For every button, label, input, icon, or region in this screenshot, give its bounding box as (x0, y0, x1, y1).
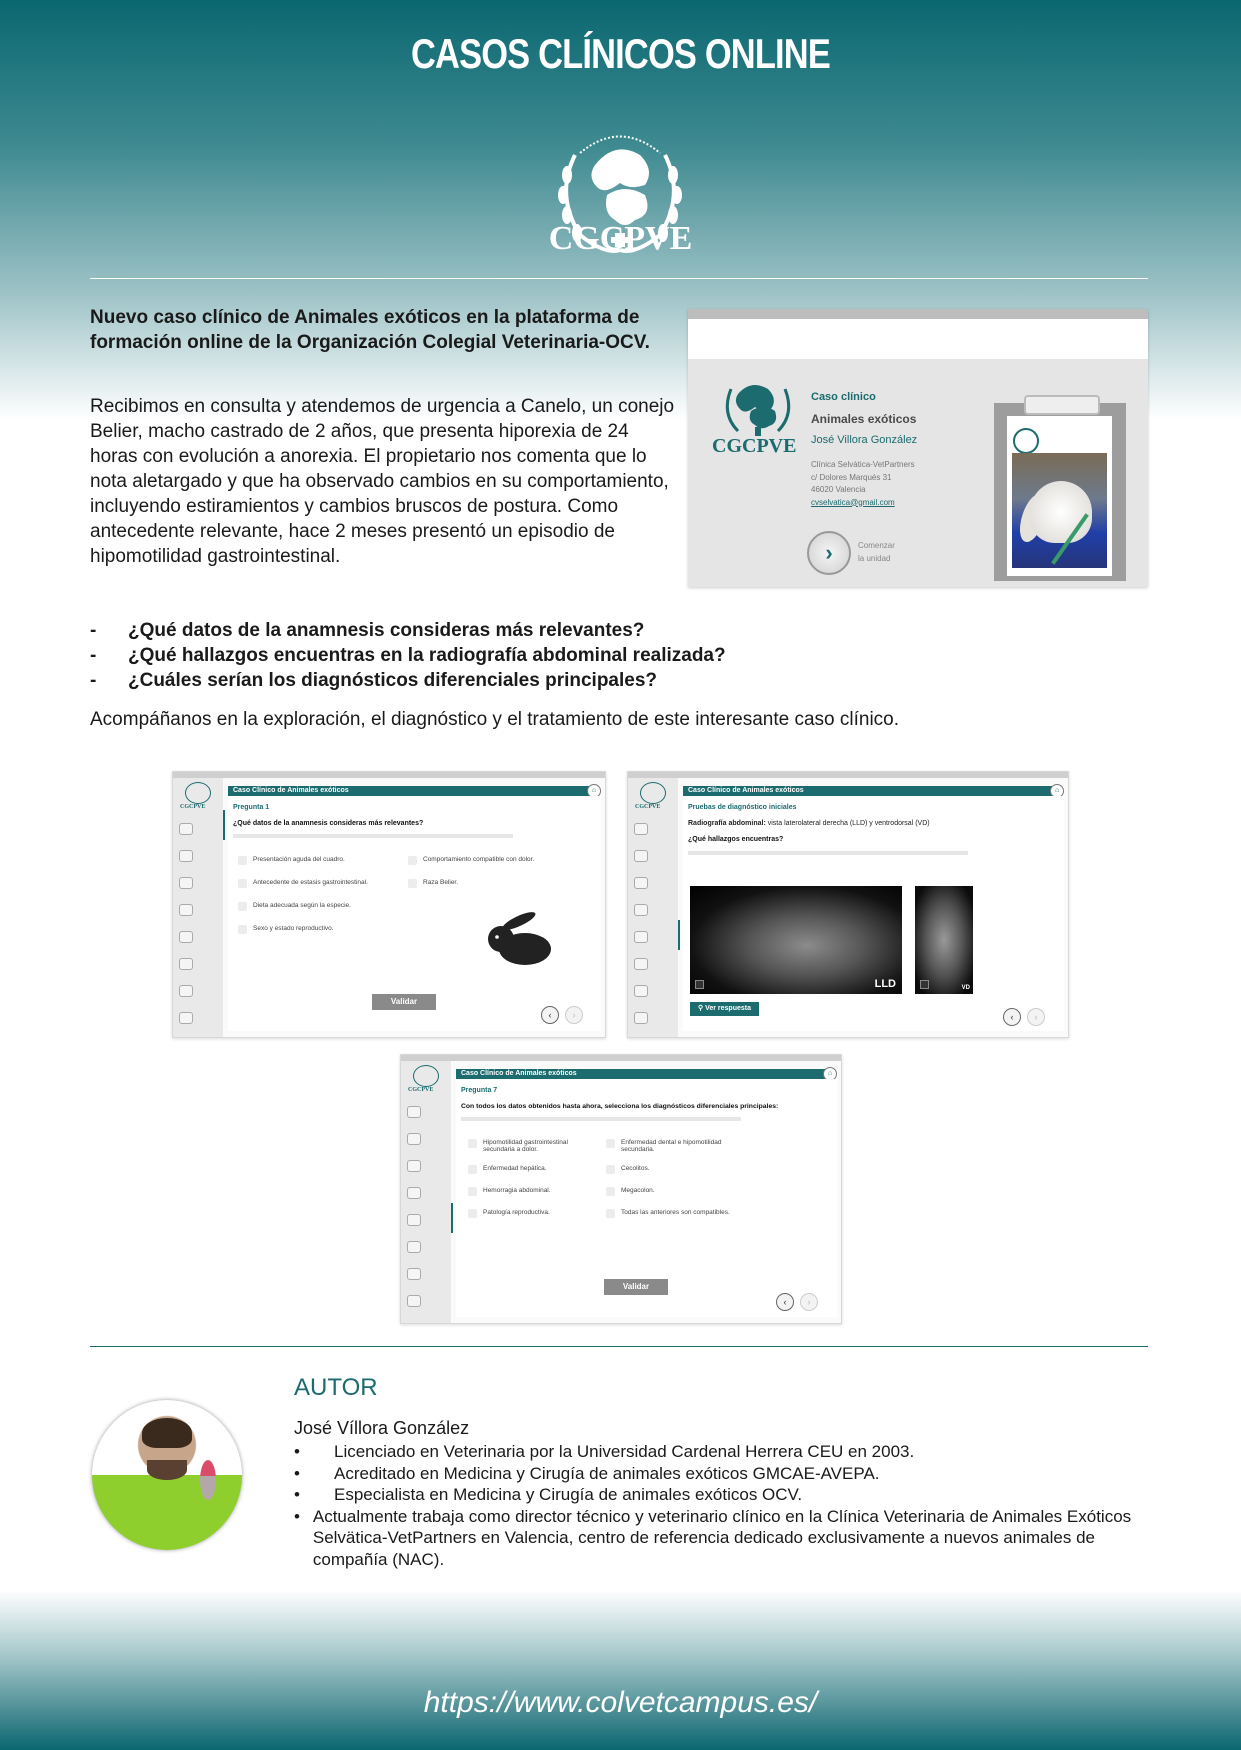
website-link[interactable]: https://www.colvetcampus.es/ (423, 1686, 818, 1719)
home-button[interactable]: ⌂ (823, 1067, 837, 1081)
course-title-bar: Caso Clínico de Animales exóticos (228, 786, 595, 796)
xray-label-vd: VD (961, 985, 970, 991)
zoom-icon[interactable] (695, 980, 704, 989)
hint-text-placeholder (461, 1117, 741, 1121)
content-area (228, 796, 601, 1031)
window-top-bar (173, 772, 605, 778)
card-address (811, 459, 915, 509)
option-label: Enfermedad hepática. (483, 1165, 547, 1172)
hint-text-placeholder (688, 851, 968, 855)
card-top-bar (688, 309, 1148, 319)
small-logo-icon (1013, 428, 1039, 454)
sidebar-logo-text: CGCPVE (408, 1087, 434, 1093)
content-area (683, 796, 1064, 1031)
logo-icon (640, 782, 666, 804)
bio-text: Actualmente trabaja como director técnico y veterinario clínico en la Clínica Veterinaria de Animales Exóticos Selvätica-VetPartners en Valencia, centro de referencia dedicado exclusivamente a nuevos animales de compañía (NAC). (312, 1506, 1132, 1569)
active-indicator (678, 920, 680, 950)
dash: - (90, 645, 97, 666)
option-label: Sexo y estado reproductivo. (253, 925, 334, 932)
course-title-bar: Caso Clínico de Animales exóticos (683, 786, 1058, 796)
sidebar-item-icon[interactable] (179, 1012, 193, 1024)
intro-heading: Nuevo caso clínico de Animales exóticos en la plataforma de formación online de la Organización Colegial Veterinaria-OCV. (90, 307, 650, 353)
rabbit-body (1030, 481, 1092, 543)
option-checkbox[interactable] (468, 1187, 551, 1196)
option-checkbox[interactable] (606, 1209, 730, 1218)
card-author: José Villora González (811, 434, 918, 446)
question-text: ¿Cuáles serían los diagnósticos diferenciales principales? (128, 670, 658, 691)
dash: - (90, 670, 97, 691)
question-text: ¿Qué hallazgos encuentras en la radiografía abdominal realizada? (128, 645, 726, 666)
author-heading: AUTOR (294, 1374, 378, 1401)
sidebar-item-icon[interactable] (179, 958, 193, 970)
photo-detail (142, 1418, 192, 1448)
validate-button[interactable]: Validar (604, 1279, 668, 1295)
option-checkbox[interactable] (408, 856, 534, 865)
question-text: ¿Qué hallazgos encuentras? (688, 836, 784, 843)
window-top-bar (628, 772, 1068, 778)
card-logo-text: CGCPVE (712, 435, 797, 457)
author-photo (92, 1400, 242, 1550)
sidebar-item-icon[interactable] (634, 931, 648, 943)
option-checkbox[interactable] (238, 856, 345, 865)
option-label: Hipomotilidad gastrointestinal secundaria a dolor. (483, 1139, 568, 1153)
content-area (456, 1079, 837, 1317)
author-name: José Víllora González (294, 1418, 470, 1438)
option-label: Hemorragia abdominal. (483, 1187, 551, 1194)
option-label: Enfermedad dental e hipomotilidad secundaria. (621, 1139, 722, 1153)
sidebar-item-icon[interactable] (634, 850, 648, 862)
active-indicator (223, 810, 225, 840)
show-answer-button[interactable] (690, 1002, 759, 1016)
sidebar (628, 778, 678, 1037)
bullet-icon: • (294, 1485, 300, 1504)
option-label: Raza Belier. (423, 879, 459, 886)
active-indicator (451, 1203, 453, 1233)
bio-item (294, 1506, 1134, 1571)
photo-detail (200, 1460, 216, 1500)
card-category: Animales exóticos (811, 412, 917, 426)
course-title-bar: Caso Clínico de Animales exóticos (456, 1069, 831, 1079)
clipboard-clip (1024, 395, 1100, 415)
question-item (90, 618, 990, 643)
home-button[interactable]: ⌂ (1050, 784, 1064, 798)
divider (90, 278, 1148, 279)
window-top-bar (401, 1055, 841, 1061)
sidebar-item-icon[interactable] (634, 877, 648, 889)
option-checkbox[interactable] (238, 879, 368, 888)
radiography-views: vista laterolateral derecha (LLD) y ventrodorsal (VD) (765, 820, 930, 827)
question-number: Pregunta 7 (461, 1087, 498, 1094)
question-item (90, 668, 990, 693)
sidebar-item-icon[interactable] (407, 1241, 421, 1253)
previous-button[interactable]: ‹ (1003, 1008, 1021, 1026)
page-title: CASOS CLÍNICOS ONLINE (410, 30, 831, 77)
sidebar-item-icon[interactable] (179, 823, 193, 835)
option-checkbox[interactable] (468, 1165, 547, 1174)
bullet-icon: • (294, 1463, 300, 1483)
sidebar-item-icon[interactable] (634, 985, 648, 997)
bio-text: Licenciado en Veterinaria por la Universidad Cardenal Herrera CEU en 2003. (334, 1442, 915, 1461)
option-label: Comportamiento compatible con dolor. (423, 856, 535, 863)
option-checkbox[interactable] (238, 902, 351, 911)
address-line: c/ Dolores Marqués 31 (811, 472, 892, 482)
option-checkbox[interactable] (606, 1187, 655, 1196)
start-label-line: la unidad (858, 554, 891, 563)
home-button[interactable]: ⌂ (587, 784, 601, 798)
bio-text: Acreditado en Medicina y Cirugía de animales exóticos GMCAE-AVEPA. (334, 1463, 880, 1483)
question-item (90, 643, 990, 668)
sidebar-item-icon[interactable] (634, 958, 648, 970)
photo-detail (147, 1460, 187, 1480)
bullet-icon: • (294, 1506, 300, 1526)
sidebar-item-icon[interactable] (634, 904, 648, 916)
next-button[interactable]: › (800, 1293, 818, 1311)
intro-body: Recibimos en consulta y atendemos de urgencia a Canelo, un conejo Belier, macho castrado de 2 años, que presenta hiporexia de 24 horas con evolución a anorexia. El propietario nos comenta que lo nota aletargado y que ha observado cambios en su comportamiento, incluyendo estiramientos y cambios bruscos de postura. Como antecedente relevante, hace 2 meses presentó un episodio de hipomotilidad gastrointestinal. (90, 396, 675, 567)
option-label: Megacolon. (621, 1187, 655, 1194)
option-label: Todas las anteriores son compatibles. (621, 1209, 730, 1216)
previous-button[interactable]: ‹ (541, 1006, 559, 1024)
option-checkbox[interactable] (468, 1209, 550, 1218)
radiography-label: Radiografía abdominal: (688, 820, 766, 827)
logo-text: CGCPVE (548, 220, 693, 257)
xray-lateral-image[interactable] (690, 886, 902, 994)
sidebar-item-icon[interactable] (179, 985, 193, 997)
address-line: 46020 Valencia (811, 485, 866, 494)
closing-text: Acompáñanos en la exploración, el diagnóstico y el tratamiento de este interesante caso clínico. (90, 709, 900, 730)
option-checkbox[interactable] (408, 879, 458, 888)
sidebar-item-icon[interactable] (407, 1106, 421, 1118)
sidebar-item-icon[interactable] (179, 850, 193, 862)
zoom-icon[interactable] (920, 980, 929, 989)
screenshot-question-7 (400, 1054, 842, 1324)
previous-button[interactable]: ‹ (776, 1293, 794, 1311)
question-number: Pregunta 1 (233, 804, 270, 811)
section-title: Pruebas de diagnóstico iniciales (688, 804, 797, 811)
chevron-right-icon: › (825, 540, 833, 565)
screenshot-radiography (627, 771, 1069, 1038)
option-label: Presentación aguda del cuadro. (253, 856, 345, 863)
option-label: Cecolitos. (621, 1165, 650, 1172)
sidebar-item-icon[interactable] (634, 1012, 648, 1024)
sidebar-item-icon[interactable] (179, 877, 193, 889)
screenshot-question-1 (172, 771, 606, 1038)
question-text: ¿Qué datos de la anamnesis consideras más relevantes? (233, 820, 424, 827)
sidebar-item-icon[interactable] (634, 823, 648, 835)
radiography-description (688, 820, 930, 827)
rabbit-silhouette-icon (483, 911, 553, 966)
sidebar-item-icon[interactable] (407, 1214, 421, 1226)
search-icon: ⚲ (698, 1005, 706, 1012)
question-text: Con todos los datos obtenidos hasta ahora, selecciona los diagnósticos diferenciales principales: (461, 1103, 779, 1110)
sidebar-item-icon[interactable] (407, 1160, 421, 1172)
sidebar-item-icon[interactable] (407, 1295, 421, 1307)
show-answer-label: Ver respuesta (705, 1005, 751, 1012)
validate-button[interactable]: Validar (372, 994, 436, 1010)
next-button[interactable]: › (1027, 1008, 1045, 1026)
sidebar (173, 778, 223, 1037)
xray-label-lld: LLD (874, 978, 896, 990)
start-unit-button[interactable] (807, 531, 851, 575)
logo-icon (185, 782, 211, 804)
start-label-line: Comenzar (858, 541, 895, 550)
bio-item (294, 1463, 1134, 1485)
hint-text-placeholder (233, 834, 513, 838)
cgcpve-logo-icon (713, 369, 803, 439)
sidebar (401, 1061, 451, 1323)
sidebar-logo-text: CGCPVE (180, 804, 206, 810)
course-cover-card (688, 309, 1148, 587)
bio-item (294, 1441, 1134, 1463)
next-button[interactable]: › (565, 1006, 583, 1024)
sidebar-item-icon[interactable] (407, 1268, 421, 1280)
dash: - (90, 620, 97, 641)
xray-ventrodorsal-image[interactable] (915, 886, 973, 994)
author-bio-list (294, 1441, 1134, 1570)
option-checkbox[interactable] (238, 925, 334, 934)
option-label: Dieta adecuada según la especie. (253, 902, 351, 909)
sidebar-item-icon[interactable] (179, 931, 193, 943)
address-line: Clínica Selvàtica-VetPartners (811, 460, 915, 469)
card-header-strip (688, 319, 1148, 359)
footer-band (0, 1590, 1241, 1750)
option-checkbox[interactable] (606, 1165, 650, 1174)
bio-item (294, 1484, 1134, 1506)
option-checkbox[interactable] (468, 1139, 588, 1153)
bio-text: Especialista en Medicina y Cirugía de animales exóticos OCV. (334, 1485, 803, 1504)
option-checkbox[interactable] (606, 1139, 746, 1153)
card-email-link[interactable]: cvselvatica@gmail.com (811, 497, 895, 507)
start-unit-label (858, 539, 918, 565)
sidebar-item-icon[interactable] (407, 1187, 421, 1199)
bullet-icon: • (294, 1442, 300, 1461)
sidebar-logo-text: CGCPVE (635, 804, 661, 810)
sidebar-item-icon[interactable] (179, 904, 193, 916)
logo-icon (413, 1065, 439, 1087)
card-label: Caso clínico (811, 391, 876, 403)
divider (90, 1346, 1148, 1347)
question-list (90, 618, 990, 693)
option-label: Patología reproductiva. (483, 1209, 550, 1216)
option-label: Antecedente de estasis gastrointestinal. (253, 879, 368, 886)
sidebar-item-icon[interactable] (407, 1133, 421, 1145)
question-text: ¿Qué datos de la anamnesis consideras más relevantes? (128, 620, 645, 641)
